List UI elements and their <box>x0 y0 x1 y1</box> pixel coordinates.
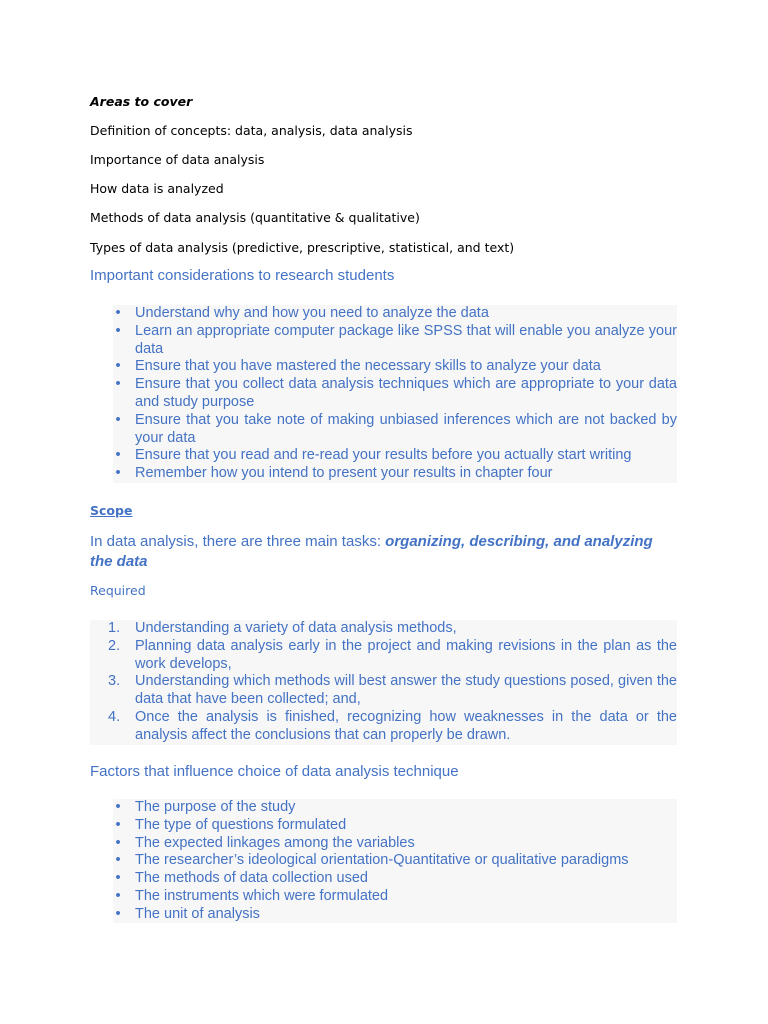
list-item: • The instruments which were formulated <box>90 888 677 906</box>
scope-intro-emphasis: organizing, describing, and analyzing the data <box>90 533 653 570</box>
bullet-icon: • <box>115 305 121 321</box>
list-number: 4. <box>108 708 121 725</box>
list-number: 1. <box>108 620 121 636</box>
required-list <box>90 620 677 745</box>
list-item: • The expected linkages among the variables <box>90 835 677 853</box>
list-item: • Understand why and how you need to analyze the data <box>90 305 677 323</box>
list-number: 3. <box>108 673 121 690</box>
bullet-icon: • <box>115 799 121 815</box>
factors-list <box>90 799 677 924</box>
bullet-icon: • <box>115 358 121 375</box>
bullet-icon: • <box>115 887 121 904</box>
list-item: 2. Planning data analysis early in the project and making revisions in the plan as the work develops, <box>108 637 677 672</box>
list-item: • Remember how you intend to present your results in chapter four <box>90 465 677 483</box>
list-item: 4. Once the analysis is finished, recognizing how weaknesses in the data or the analysis affect the conclusions that can properly be drawn. <box>108 708 677 743</box>
list-item: • Ensure that you take note of making unbiased inferences which are not backed by your data <box>90 412 677 448</box>
scope-heading: Scope <box>90 503 133 518</box>
list-item: • Ensure that you collect data analysis techniques which are appropriate to your data and study purpose <box>90 376 677 412</box>
considerations-heading: Important considerations to research students <box>90 267 395 284</box>
list-item: 3. Understanding which methods will best answer the study questions posed, given the data that have been collected; and, <box>108 673 677 708</box>
list-item: 1. Understanding a variety of data analysis methods, <box>108 620 457 636</box>
bullet-icon: • <box>115 322 121 339</box>
bullet-icon: • <box>115 905 121 922</box>
areas-item: Methods of data analysis (quantitative & qualitative) <box>90 210 420 225</box>
bullet-icon: • <box>115 834 121 851</box>
bullet-icon: • <box>115 870 121 887</box>
areas-item: Importance of data analysis <box>90 152 265 167</box>
list-item: • Ensure that you have mastered the necessary skills to analyze your data <box>90 358 677 376</box>
areas-item: How data is analyzed <box>90 181 224 196</box>
bullet-icon: • <box>115 447 121 464</box>
required-label: Required <box>90 583 146 598</box>
list-item: • The purpose of the study <box>90 799 677 817</box>
areas-item: Definition of concepts: data, analysis, data analysis <box>90 123 413 138</box>
bullet-icon: • <box>115 816 121 833</box>
bullet-icon: • <box>115 852 121 869</box>
list-item: • The methods of data collection used <box>90 870 677 888</box>
list-number: 2. <box>108 637 121 654</box>
factors-heading: Factors that influence choice of data analysis technique <box>90 763 459 780</box>
bullet-icon: • <box>115 376 121 393</box>
areas-heading: Areas to cover <box>90 94 193 109</box>
scope-intro: In data analysis, there are three main tasks: organizing, describing, and analyzing the data <box>90 533 653 570</box>
list-item: • The type of questions formulated <box>90 817 677 835</box>
bullet-icon: • <box>115 465 121 482</box>
areas-item: Types of data analysis (predictive, prescriptive, statistical, and text) <box>90 240 515 255</box>
list-item: • Learn an appropriate computer package like SPSS that will enable you analyze your data <box>90 323 677 359</box>
list-item: • The unit of analysis <box>90 906 677 924</box>
bullet-icon: • <box>115 411 121 428</box>
list-item: • The researcher’s ideological orientation-Quantitative or qualitative paradigms <box>90 852 677 870</box>
considerations-list <box>90 305 677 483</box>
list-item: • Ensure that you read and re-read your results before you actually start writing <box>90 447 677 465</box>
